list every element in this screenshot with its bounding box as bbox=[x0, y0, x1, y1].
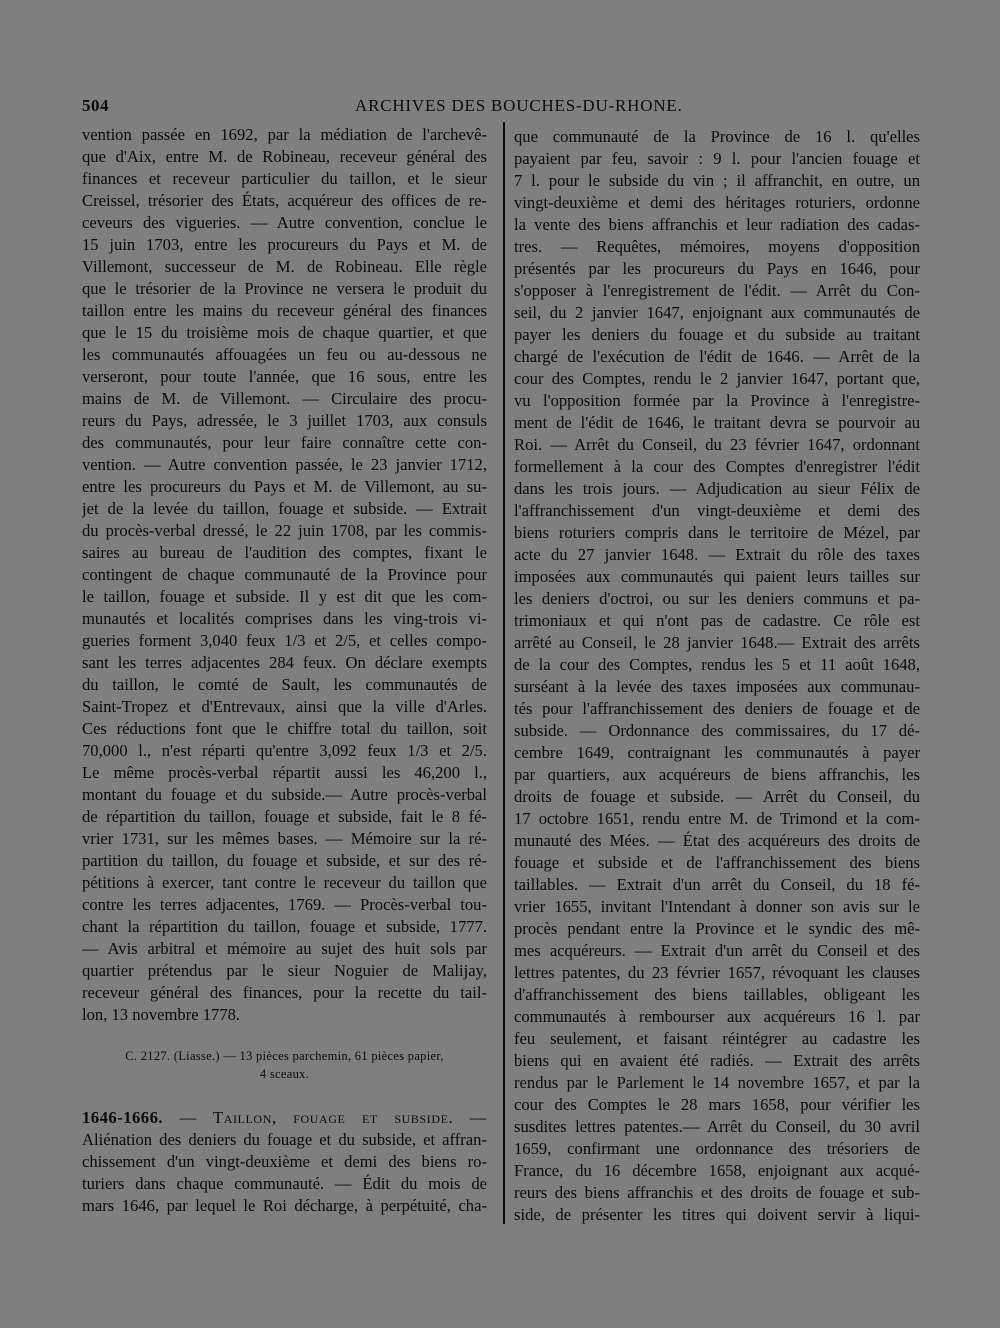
text-line: de la cour des Comptes, rendus les 5 et 11 août 1648, bbox=[514, 655, 920, 674]
text-line: mains de M. de Villemont. — Circulaire des procu- bbox=[82, 389, 487, 408]
text-line: quartier prétendus par le sieur Noguier de Malijay, bbox=[82, 961, 487, 980]
text-line: du taillon, le comté de Sault, les communautés de bbox=[82, 675, 487, 694]
text-line: Creissel, trésorier des États, acquéreur des offices de re- bbox=[82, 191, 487, 210]
text-line: imposées aux communautés qui paient leurs tailles sur bbox=[514, 567, 920, 586]
text-line: munautés et localités comprises dans les ving-trois vi- bbox=[82, 609, 487, 628]
inventory-caption bbox=[82, 1047, 487, 1083]
text-line: mars 1646, par lequel le Roi décharge, à perpétuité, cha- bbox=[82, 1196, 487, 1215]
text-line: Ces réductions font que le chiffre total du taillon, soit bbox=[82, 719, 487, 738]
text-line: arrêté au Conseil, le 28 janvier 1648.— Extrait des arrêts bbox=[514, 633, 920, 652]
entry-heading bbox=[82, 1107, 487, 1129]
text-line: mes acquéreurs. — Extrait d'un arrêt du Conseil et des bbox=[514, 941, 920, 960]
text-line: — Avis arbitral et mémoire au sujet des huit sols par bbox=[82, 939, 487, 958]
text-line: chargé de l'exécution de l'édit de 1646. — Arrêt de la bbox=[514, 347, 920, 366]
text-line: dans les trois jours. — Adjudication au sieur Félix de bbox=[514, 479, 920, 498]
text-line: d'affranchissement des biens taillables, obligeant les bbox=[514, 985, 920, 1004]
text-line: munauté des Mées. — État des acquéreurs des droits de bbox=[514, 831, 920, 850]
text-line: finances et receveur particulier du taillon, et le sieur bbox=[82, 169, 487, 188]
text-line: chant la répartition du taillon, fouage et subside, 1777. bbox=[82, 917, 487, 936]
text-line: présentés par les procureurs du Pays en 1646, pour bbox=[514, 259, 920, 278]
text-line: que le trésorier de la Province ne versera le produit du bbox=[82, 279, 487, 298]
text-line: chissement d'un vingt-deuxième et demi des biens ro- bbox=[82, 1152, 487, 1171]
left-column-text bbox=[82, 124, 487, 1026]
text-line: ment de l'édit de 1646, le traitant devra se pourvoir au bbox=[514, 413, 920, 432]
right-column bbox=[514, 126, 920, 1226]
text-line: payer les deniers du fouage et du subside au traitant bbox=[514, 325, 920, 344]
text-line: cour des Comptes le 28 mars 1658, pour vérifier les bbox=[514, 1095, 920, 1114]
text-line: tres. — Requêtes, mémoires, moyens d'opposition bbox=[514, 237, 920, 256]
text-line: tés pour l'affranchissement des deniers de fouage et de bbox=[514, 699, 920, 718]
text-line: turiers dans chaque communauté. — Édit du mois de bbox=[82, 1174, 487, 1193]
text-line: lettres patentes, du 23 février 1657, révoquant les clauses bbox=[514, 963, 920, 982]
text-line: formellement à la cour des Comptes d'enregistrer l'édit bbox=[514, 457, 920, 476]
text-line: vention. — Autre convention passée, le 23 janvier 1712, bbox=[82, 455, 487, 474]
text-line: contre les terres adjacentes, 1769. — Procès-verbal tou- bbox=[82, 895, 487, 914]
text-line: surséant à la levée des taxes imposées aux communau- bbox=[514, 677, 920, 696]
text-line: par quartiers, aux acquéreurs de biens affranchis, les bbox=[514, 765, 920, 784]
text-line: biens roturiers compris dans le territoire de Mézel, par bbox=[514, 523, 920, 542]
text-line: subside. — Ordonnance des commissaires, du 17 dé- bbox=[514, 721, 920, 740]
page-number: 504 bbox=[82, 96, 109, 115]
text-line: seil, du 2 janvier 1647, enjoignant aux communautés de bbox=[514, 303, 920, 322]
text-line: jet de la levée du taillon, fouage et subside. — Extrait bbox=[82, 499, 487, 518]
text-line: 70,000 l., n'est réparti qu'entre 3,092 feux 1/3 et 2/5. bbox=[82, 741, 487, 760]
text-line: cembre 1649, contraignant les communautés à payer bbox=[514, 743, 920, 762]
text-line: 17 octobre 1651, rendu entre M. de Trimond et la com- bbox=[514, 809, 920, 828]
text-line: 1659, confirmant une ordonnance des trésoriers de bbox=[514, 1139, 920, 1158]
text-line: taillon entre les mains du receveur général des finances bbox=[82, 301, 487, 320]
text-line: s'opposer à l'enregistrement de l'édit. — Arrêt du Con- bbox=[514, 281, 920, 300]
text-line: saires au bureau de l'audition des comptes, fixant le bbox=[82, 543, 487, 562]
text-line: vrier 1655, invitant l'Intendant à donner son avis sur le bbox=[514, 897, 920, 916]
text-line: reurs des biens affranchis et des droits de fouage et sub- bbox=[514, 1183, 920, 1202]
text-line: pétitions à exercer, tant contre le receveur du taillon que bbox=[82, 873, 487, 892]
text-line: communautés à rembourser aux acquéreurs 16 l. par bbox=[514, 1007, 920, 1026]
text-line: les communautés affouagées un feu ou au-dessous ne bbox=[82, 345, 487, 364]
text-line: biens qui en avaient été radiés. — Extrait des arrêts bbox=[514, 1051, 920, 1070]
text-line: vingt-deuxième et demi des héritages roturiers, ordonne bbox=[514, 193, 920, 212]
text-line: droits de fouage et subside. — Arrêt du Conseil, du bbox=[514, 787, 920, 806]
text-line: verseront, pour toute l'année, que 16 sous, entre les bbox=[82, 367, 487, 386]
left-column bbox=[82, 124, 487, 1217]
text-line: C. 2127. (Liasse.) — 13 pièces parchemin, 61 pièces papier, bbox=[125, 1049, 444, 1063]
text-line: vrier 1731, sur les mêmes bases. — Mémoire sur la ré- bbox=[82, 829, 487, 848]
text-line: l'affranchissement d'un vingt-deuxième et demi des bbox=[514, 501, 920, 520]
text-line: la vente des biens affranchis et leur radiation des cadas- bbox=[514, 215, 920, 234]
text-line: Saint-Tropez et d'Entrevaux, ainsi que la ville d'Arles. bbox=[82, 697, 487, 716]
text-line: les deniers d'octroi, ou sur les deniers communs et pa- bbox=[514, 589, 920, 608]
text-line: Le même procès-verbal répartit aussi les 46,200 l., bbox=[82, 763, 487, 782]
text-line: que le 15 du troisième mois de chaque quartier, et que bbox=[82, 323, 487, 342]
text-line: France, du 16 décembre 1658, enjoignant aux acqué- bbox=[514, 1161, 920, 1180]
text-line: ceveurs des vigueries. — Autre convention, conclue le bbox=[82, 213, 487, 232]
text-line: trimoniaux et qui n'ont pas de cadastre. Ce rôle est bbox=[514, 611, 920, 630]
text-line: montant du fouage et du subside.— Autre procès-verbal bbox=[82, 785, 487, 804]
running-title: ARCHIVES DES BOUCHES-DU-RHONE. bbox=[355, 96, 683, 115]
entry-dates: 1646-1666. bbox=[82, 1108, 164, 1127]
text-line: side, de présenter les titres qui doivent servir à liqui- bbox=[514, 1205, 920, 1224]
text-line: que d'Aix, entre M. de Robineau, receveur général des bbox=[82, 147, 487, 166]
text-line: entre les procureurs du Pays et M. de Villemont, au su- bbox=[82, 477, 487, 496]
text-line: receveur général des finances, pour la recette du tail- bbox=[82, 983, 487, 1002]
text-line: 4 sceaux. bbox=[259, 1067, 310, 1081]
text-line: vu l'opposition formée par la Province à l'enregistre- bbox=[514, 391, 920, 410]
text-line: Villemont, successeur de M. de Robineau. Elle règle bbox=[82, 257, 487, 276]
text-line: du procès-verbal dressé, le 22 juin 1708, par les commis- bbox=[82, 521, 487, 540]
text-line: 15 juin 1703, entre les procureurs du Pays et M. de bbox=[82, 235, 487, 254]
text-line: procès pendant entre la Province et le syndic des mê- bbox=[514, 919, 920, 938]
text-line: acte du 27 janvier 1648. — Extrait du rôle des taxes bbox=[514, 545, 920, 564]
text-line: que communauté de la Province de 16 l. qu'elles bbox=[514, 127, 920, 146]
text-line: le taillon, fouage et subside. Il y est dit que les com- bbox=[82, 587, 487, 606]
text-line: fouage et subside et de l'affranchissement des biens bbox=[514, 853, 920, 872]
text-line: 7 l. pour le subside du vin ; il affranchit, en outre, un bbox=[514, 171, 920, 190]
text-line: lon, 13 novembre 1778. bbox=[82, 1005, 241, 1024]
entry-text bbox=[82, 1129, 487, 1217]
entry-title: — Taillon, fouage et subside. — bbox=[163, 1108, 487, 1127]
text-line: Aliénation des deniers du fouage et du subside, et affran- bbox=[82, 1130, 487, 1149]
text-line: vention passée en 1692, par la médiation de l'archevê- bbox=[82, 125, 487, 144]
column-divider bbox=[503, 122, 505, 1224]
text-line: de répartition du taillon, fouage et subside, fait le 8 fé- bbox=[82, 807, 487, 826]
right-column-text bbox=[514, 126, 920, 1226]
text-line: taillables. — Extrait d'un arrêt du Conseil, du 18 fé- bbox=[514, 875, 920, 894]
text-line: gueries forment 3,040 feux 1/3 et 2/5, et celles compo- bbox=[82, 631, 487, 650]
page-header bbox=[0, 96, 1000, 126]
text-line: contingent de chaque communauté de la Province pour bbox=[82, 565, 487, 584]
text-line: partition du taillon, du fouage et subside, et sur des ré- bbox=[82, 851, 487, 870]
text-line: rendus par le Parlement le 14 novembre 1657, et par la bbox=[514, 1073, 920, 1092]
text-line: payaient par feu, savoir : 9 l. pour l'ancien fouage et bbox=[514, 149, 920, 168]
text-line: cour des Comptes, rendu le 2 janvier 1647, portant que, bbox=[514, 369, 920, 388]
text-line: des communautés, pour leur faire connaître cette con- bbox=[82, 433, 487, 452]
text-line: susdites lettres patentes.— Arrêt du Conseil, du 30 avril bbox=[514, 1117, 920, 1136]
text-line: sant les terres adjacentes 284 feux. On déclare exempts bbox=[82, 653, 487, 672]
text-line: reurs du Pays, adressée, le 3 juillet 1703, aux consuls bbox=[82, 411, 487, 430]
text-line: Roi. — Arrêt du Conseil, du 23 février 1647, ordonnant bbox=[514, 435, 920, 454]
text-line: feu seulement, et faisant réintégrer au cadastre les bbox=[514, 1029, 920, 1048]
